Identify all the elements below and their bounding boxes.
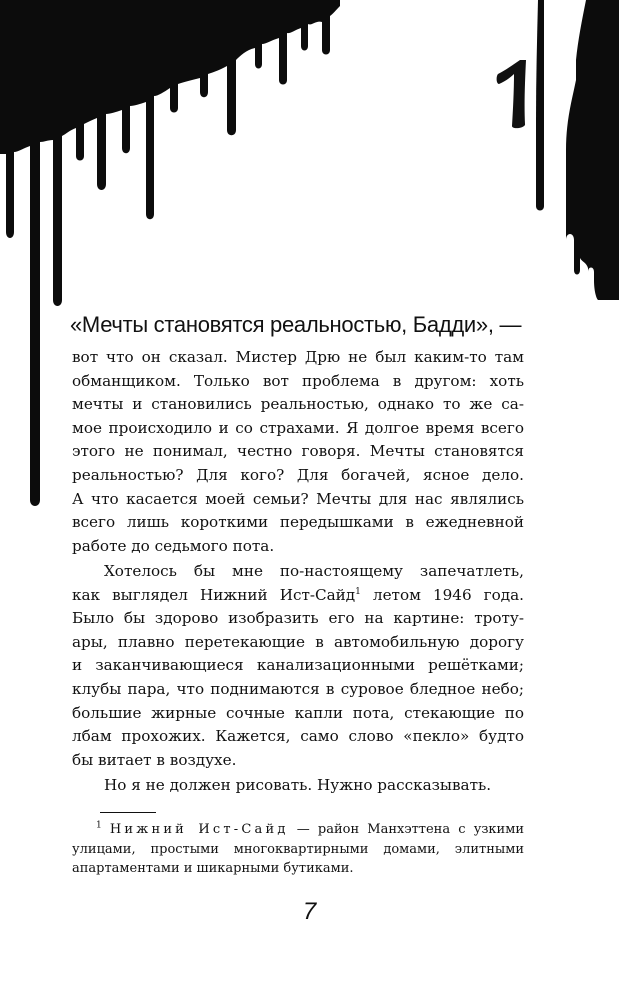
- paragraph-1: [72, 346, 524, 558]
- text-line: мечты и становились реальностью, однако то же са-: [72, 395, 524, 414]
- footnote: [72, 820, 524, 879]
- text-line: мое происходило и со страхами. Я долгое время всего: [72, 418, 524, 437]
- footnote-term: Нижний Ист-Сайд: [109, 822, 289, 837]
- text-line: реальностью? Для кого? Для богачей, ясное дело.: [72, 465, 524, 484]
- text-line: Но я не должен рисовать. Нужно рассказывать.: [104, 776, 492, 794]
- paragraph-2: [72, 560, 524, 772]
- epigraph-line: «Мечты становятся реальностью, Бадди», —: [70, 312, 522, 337]
- text-line: бы витает в воздухе.: [72, 750, 237, 769]
- text-line: этого не понимал, честно говоря. Мечты становятся: [72, 442, 524, 461]
- footnote-ref[interactable]: 1: [355, 586, 361, 597]
- text-line: Было бы здорово изобразить его на картине: троту-: [72, 609, 524, 628]
- footnote-line: апартаментами и шикарными бутиками.: [72, 861, 354, 876]
- text-line: и заканчивающиеся канализационными решётками;: [72, 656, 524, 675]
- text-line: лбам прохожих. Кажется, само слово «пекло» будто: [72, 727, 524, 746]
- text-line: работе до седьмого пота.: [72, 536, 275, 555]
- text-line: А что касается моей семьи? Мечты для нас являлись: [72, 489, 524, 508]
- footnote-line: улицами, простыми многоквартирными домами, элитными: [72, 841, 524, 857]
- text-line: всего лишь короткими передышками в ежедневной: [72, 513, 524, 532]
- chapter-number-text: 1: [492, 60, 493, 61]
- text-line: большие жирные сочные капли пота, стекающие по: [72, 703, 524, 722]
- text-line: ары, плавно перетекающие в автомобильную дорогу: [72, 632, 524, 651]
- text-line: вот что он сказал. Мистер Дрю не был каким-то там: [72, 348, 524, 366]
- footnote-divider: [100, 812, 156, 813]
- ink-drip-thin: [536, 0, 544, 211]
- text-fragment: летом 1946 года.: [360, 585, 524, 604]
- page-number: 7: [302, 898, 317, 925]
- paragraph-3: [72, 774, 524, 798]
- footnote-text: — район Манхэттена с узкими: [288, 822, 524, 837]
- footnote-line: [72, 820, 524, 840]
- text-line: Хотелось бы мне по-настоящему запечатлеть,: [104, 562, 524, 580]
- footnote-marker: 1: [96, 820, 102, 831]
- text-line: обманщиком. Только вот проблема в другом: хоть: [72, 371, 524, 390]
- text-line: клубы пара, что поднимаются в суровое бледное небо;: [72, 679, 524, 698]
- chapter-number: [492, 60, 532, 130]
- ink-drips-right: [566, 0, 619, 300]
- text-fragment: как выглядел Нижний Ист-Сайд: [72, 585, 356, 604]
- text-line: [72, 584, 524, 608]
